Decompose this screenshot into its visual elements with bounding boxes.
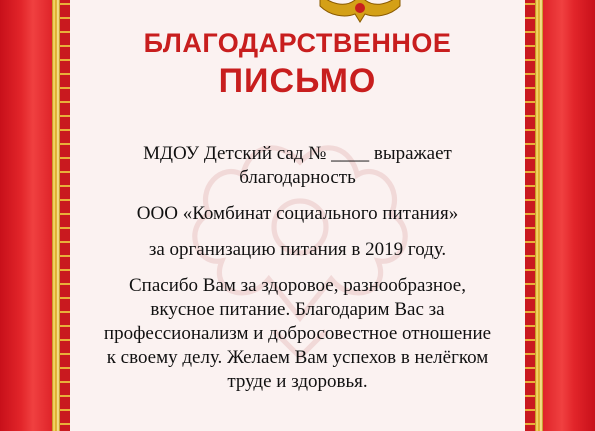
gold-border-right bbox=[535, 0, 543, 431]
gold-border-left bbox=[52, 0, 60, 431]
body-paragraph-recipient-intro: МДОУ Детский сад № ____ выражает благодарность bbox=[143, 143, 452, 188]
letter-title-line2: ПИСЬМО bbox=[218, 62, 377, 100]
letter-body bbox=[98, 142, 497, 394]
ornament-strip-right bbox=[525, 0, 535, 431]
frame-right bbox=[535, 0, 595, 431]
ornament-strip-left bbox=[60, 0, 70, 431]
letter-paper bbox=[70, 0, 525, 431]
body-paragraph-thanks: Спасибо Вам за здоровое, разнообразное, вкусное питание. Благодарим Вас за профессионализм и добросовестное отношение к своему делу. Желаем Вам успехов в нелёгком труде и здоровья. bbox=[103, 275, 492, 392]
double-headed-eagle-icon bbox=[300, 0, 420, 24]
frame-left bbox=[0, 0, 60, 431]
letter-title-line1: БЛАГОДАРСТВЕННОЕ bbox=[143, 28, 452, 58]
body-paragraph-reason: за организацию питания в 2019 году. bbox=[148, 239, 447, 260]
body-paragraph-organization: ООО «Комбинат социального питания» bbox=[136, 203, 459, 224]
